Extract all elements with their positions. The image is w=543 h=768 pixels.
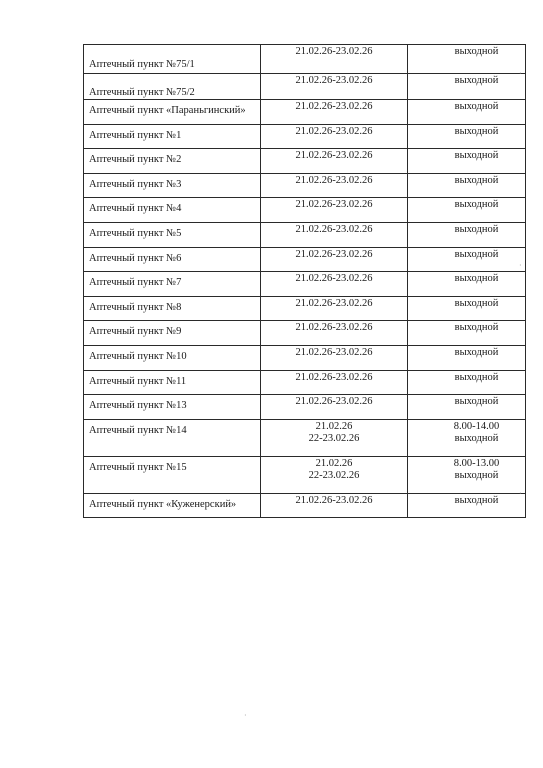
- work-status-text: выходной: [454, 297, 499, 309]
- pharmacy-name-cell: Аптечный пункт №1: [84, 124, 261, 149]
- table-row: [84, 296, 526, 321]
- date-range-text: 21.02.26-23.02.26: [295, 346, 373, 358]
- pharmacy-name-cell: Аптечный пункт №2: [84, 149, 261, 174]
- date-range-text: 21.02.26-23.02.26: [295, 150, 373, 162]
- date-range-text: 21.02.26-23.02.26: [295, 371, 373, 383]
- table-row: [84, 100, 526, 125]
- work-status-cell: [408, 321, 526, 346]
- work-status-cell: [408, 74, 526, 100]
- date-range-text: 22-23.02.26: [308, 469, 360, 481]
- table-row: [84, 419, 526, 456]
- date-range-text: 21.02.26-23.02.26: [295, 273, 373, 285]
- work-status-text: выходной: [454, 174, 499, 186]
- date-range-cell: [261, 272, 408, 297]
- work-status-cell: [408, 124, 526, 149]
- work-status-text: 8.00-14.00: [453, 420, 500, 432]
- date-range-cell: [261, 100, 408, 125]
- work-status-text: выходной: [454, 125, 499, 137]
- work-status-text: выходной: [454, 273, 499, 285]
- work-status-text: выходной: [454, 494, 499, 506]
- pharmacy-schedule-table: [83, 44, 526, 518]
- date-range-cell: [261, 395, 408, 420]
- table-row: [84, 345, 526, 370]
- scan-speck: ·: [519, 261, 522, 270]
- work-status-cell: [408, 272, 526, 297]
- date-range-cell: [261, 370, 408, 395]
- work-status-text: выходной: [454, 371, 499, 383]
- work-status-cell: [408, 456, 526, 493]
- pharmacy-name-cell: Аптечный пункт №6: [84, 247, 261, 272]
- work-status-cell: [408, 395, 526, 420]
- pharmacy-name-cell: Аптечный пункт №13: [84, 395, 261, 420]
- work-status-cell: [408, 345, 526, 370]
- table-row: [84, 493, 526, 518]
- date-range-text: 21.02.26-23.02.26: [295, 322, 373, 334]
- date-range-text: 21.02.26-23.02.26: [295, 125, 373, 137]
- date-range-cell: [261, 198, 408, 223]
- pharmacy-name-cell: Аптечный пункт №9: [84, 321, 261, 346]
- work-status-text: выходной: [454, 199, 499, 211]
- table-row: [84, 124, 526, 149]
- date-range-cell: [261, 247, 408, 272]
- work-status-text: выходной: [454, 46, 499, 57]
- work-status-cell: [408, 296, 526, 321]
- table-row: [84, 222, 526, 247]
- work-status-cell: [408, 173, 526, 198]
- date-range-cell: [261, 124, 408, 149]
- table-row: [84, 45, 526, 74]
- work-status-cell: [408, 247, 526, 272]
- work-status-text: выходной: [454, 150, 499, 162]
- date-range-cell: [261, 321, 408, 346]
- work-status-cell: [408, 370, 526, 395]
- table-row: [84, 198, 526, 223]
- date-range-text: 21.02.26-23.02.26: [295, 174, 373, 186]
- date-range-text: 21.02.26-23.02.26: [295, 199, 373, 211]
- date-range-cell: [261, 493, 408, 518]
- date-range-cell: [261, 419, 408, 456]
- table-row: [84, 370, 526, 395]
- date-range-text: 21.02.26-23.02.26: [295, 248, 373, 260]
- date-range-text: 21.02.26-23.02.26: [295, 494, 373, 506]
- date-range-text: 22-23.02.26: [308, 432, 360, 444]
- work-status-text: выходной: [454, 346, 499, 358]
- work-status-text: выходной: [454, 469, 499, 481]
- work-status-text: выходной: [454, 322, 499, 334]
- date-range-cell: [261, 222, 408, 247]
- pharmacy-name-cell: Аптечный пункт №4: [84, 198, 261, 223]
- table-row: [84, 74, 526, 100]
- date-range-text: 21.02.26-23.02.26: [295, 297, 373, 309]
- date-range-text: 21.02.26: [315, 420, 353, 432]
- scan-speck: ·: [519, 489, 522, 498]
- pharmacy-name-cell: Аптечный пункт №75/2: [84, 74, 261, 100]
- date-range-text: 21.02.26-23.02.26: [295, 223, 373, 235]
- work-status-text: 8.00-13.00: [453, 457, 500, 469]
- work-status-text: выходной: [454, 432, 499, 444]
- work-status-text: выходной: [454, 75, 499, 86]
- scan-speck: ·: [519, 69, 522, 78]
- pharmacy-name-cell: Аптечный пункт №10: [84, 345, 261, 370]
- date-range-cell: [261, 173, 408, 198]
- table-row: [84, 247, 526, 272]
- work-status-cell: [408, 100, 526, 125]
- date-range-text: 21.02.26-23.02.26: [295, 396, 373, 408]
- date-range-text: 21.02.26-23.02.26: [295, 75, 373, 86]
- table-row: [84, 321, 526, 346]
- table-row: [84, 456, 526, 493]
- pharmacy-name-cell: Аптечный пункт «Куженерский»: [84, 493, 261, 518]
- pharmacy-name-cell: Аптечный пункт №3: [84, 173, 261, 198]
- pharmacy-name-cell: Аптечный пункт №11: [84, 370, 261, 395]
- pharmacy-name-cell: Аптечный пункт №14: [84, 419, 261, 456]
- date-range-text: 21.02.26-23.02.26: [295, 101, 373, 112]
- date-range-cell: [261, 296, 408, 321]
- date-range-cell: [261, 456, 408, 493]
- pharmacy-name-cell: Аптечный пункт «Параньгинский»: [84, 100, 261, 125]
- work-status-cell: [408, 149, 526, 174]
- work-status-cell: [408, 493, 526, 518]
- table-row: [84, 272, 526, 297]
- work-status-text: выходной: [454, 248, 499, 260]
- table-row: [84, 173, 526, 198]
- work-status-cell: [408, 45, 526, 74]
- pharmacy-name-cell: Аптечный пункт №7: [84, 272, 261, 297]
- schedule-table-body: [84, 45, 526, 518]
- pharmacy-name-cell: Аптечный пункт №75/1: [84, 45, 261, 74]
- scan-speck: ·: [244, 711, 247, 720]
- pharmacy-name-cell: Аптечный пункт №15: [84, 456, 261, 493]
- date-range-cell: [261, 149, 408, 174]
- date-range-cell: [261, 345, 408, 370]
- date-range-text: 21.02.26-23.02.26: [295, 46, 373, 57]
- table-row: [84, 395, 526, 420]
- work-status-text: выходной: [454, 223, 499, 235]
- work-status-text: выходной: [454, 396, 499, 408]
- work-status-text: выходной: [454, 101, 499, 112]
- date-range-text: 21.02.26: [315, 457, 353, 469]
- pharmacy-name-cell: Аптечный пункт №8: [84, 296, 261, 321]
- pharmacy-name-cell: Аптечный пункт №5: [84, 222, 261, 247]
- work-status-cell: [408, 419, 526, 456]
- work-status-cell: [408, 198, 526, 223]
- work-status-cell: [408, 222, 526, 247]
- table-row: [84, 149, 526, 174]
- date-range-cell: [261, 74, 408, 100]
- date-range-cell: [261, 45, 408, 74]
